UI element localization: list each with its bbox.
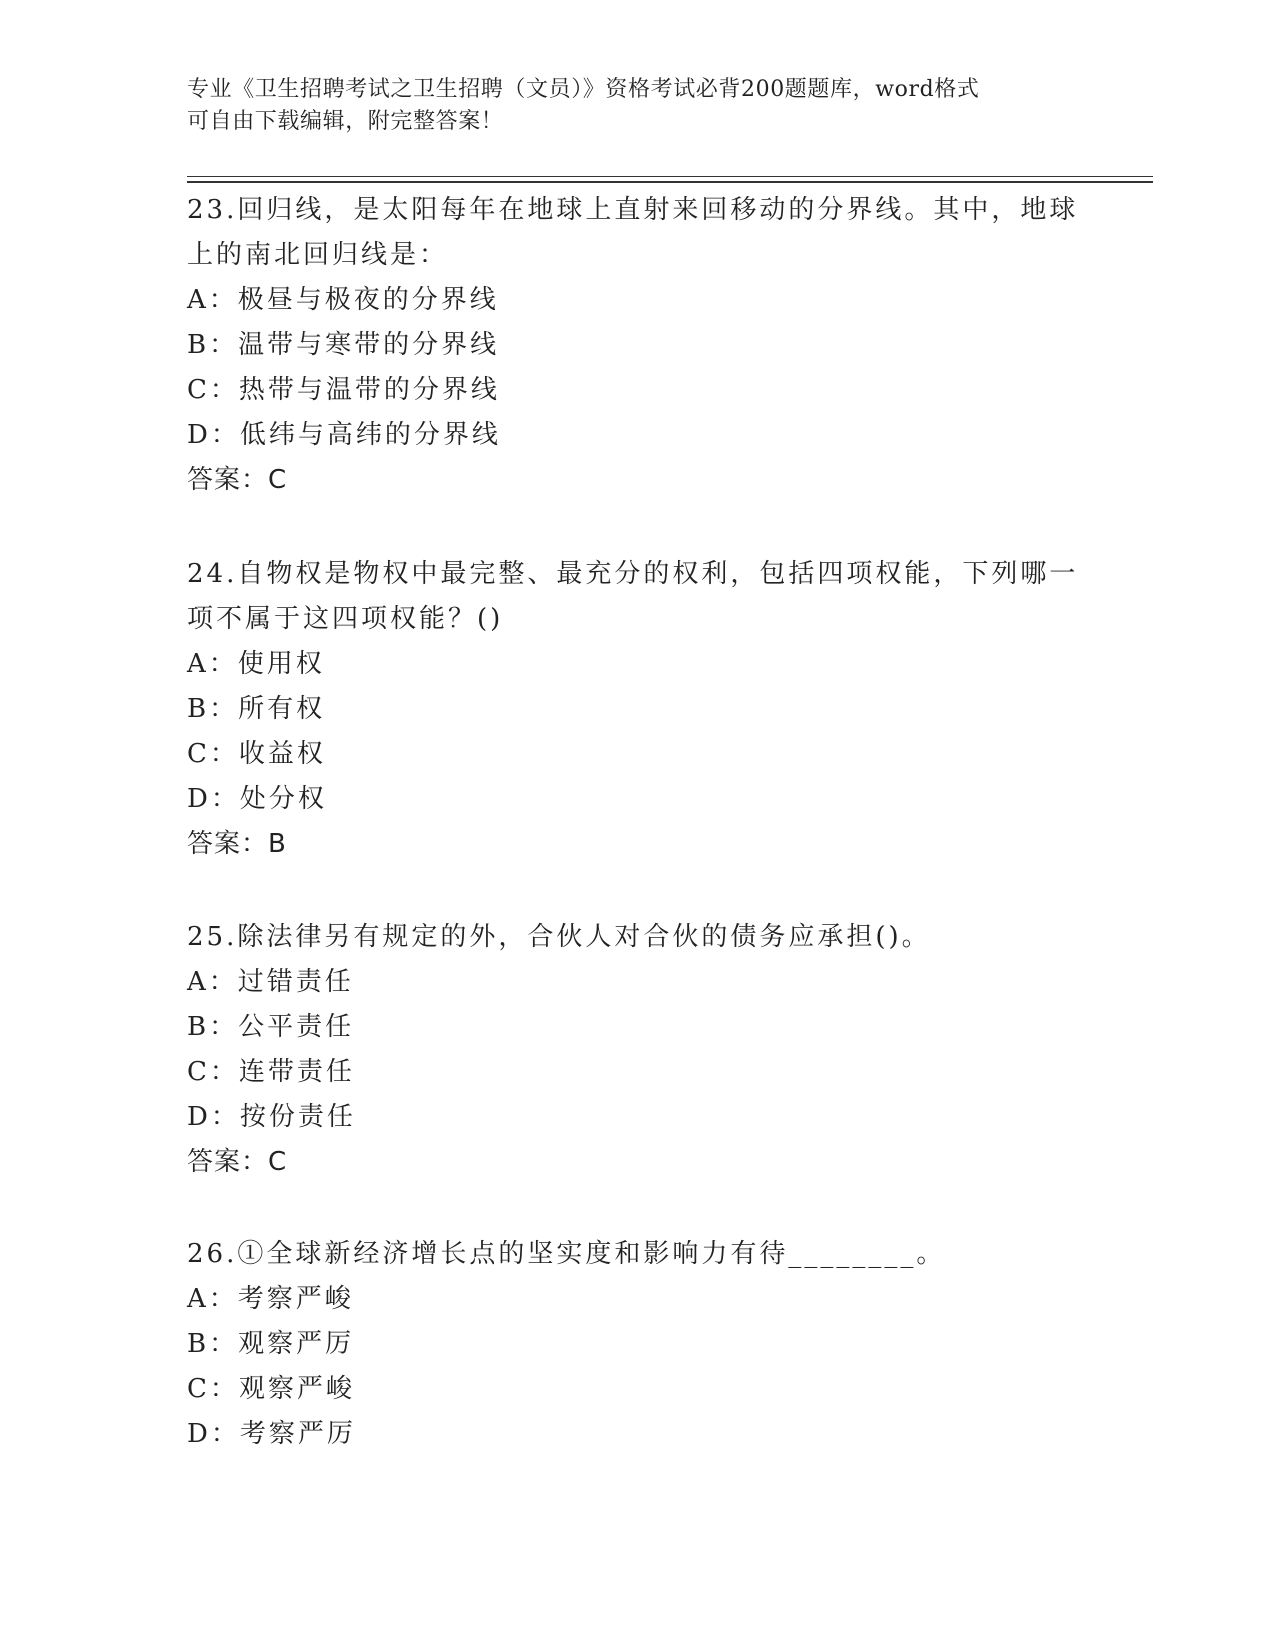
option-b: B：公平责任 bbox=[187, 1012, 355, 1042]
option-c: C：观察严峻 bbox=[187, 1374, 355, 1404]
option-d: D：处分权 bbox=[187, 784, 327, 814]
question-26 bbox=[187, 1232, 1087, 1457]
option-a: A：使用权 bbox=[187, 649, 325, 679]
question-stem-line: 25.除法律另有规定的外，合伙人对合伙的债务应承担()。 bbox=[187, 922, 931, 952]
option-d: D：按份责任 bbox=[187, 1102, 356, 1132]
option-a: A：考察严峻 bbox=[187, 1284, 354, 1314]
option-b: B：温带与寒带的分界线 bbox=[187, 330, 500, 360]
option-b: B：所有权 bbox=[187, 694, 326, 724]
header-title-line-2: 可自由下载编辑，附完整答案！ bbox=[187, 109, 504, 134]
question-stem-line: 上的南北回归线是： bbox=[187, 240, 449, 270]
option-b: B：观察严厉 bbox=[187, 1329, 355, 1359]
option-d: D：考察严厉 bbox=[187, 1419, 356, 1449]
header-title-line-1: 专业《卫生招聘考试之卫生招聘（文员）》资格考试必背200题题库，word格式 bbox=[187, 77, 980, 102]
option-d: D：低纬与高纬的分界线 bbox=[187, 420, 501, 450]
question-stem-line: 项不属于这四项权能？() bbox=[187, 604, 504, 634]
answer-line: 答案：C bbox=[187, 1147, 288, 1177]
question-stem-line: 26.①全球新经济增长点的坚实度和影响力有待________。 bbox=[187, 1239, 946, 1269]
option-c: C：收益权 bbox=[187, 739, 326, 769]
question-24 bbox=[187, 552, 1087, 867]
answer-line: 答案：C bbox=[187, 465, 288, 495]
option-c: C：连带责任 bbox=[187, 1057, 355, 1087]
document-header bbox=[187, 74, 1087, 138]
option-a: A：极昼与极夜的分界线 bbox=[187, 285, 499, 315]
option-c: C：热带与温带的分界线 bbox=[187, 375, 500, 405]
header-divider-thick bbox=[187, 181, 1153, 183]
question-25 bbox=[187, 915, 1087, 1185]
question-stem-line: 24.自物权是物权中最完整、最充分的权利，包括四项权能，下列哪一 bbox=[187, 559, 1079, 589]
question-23 bbox=[187, 188, 1087, 503]
option-a: A：过错责任 bbox=[187, 967, 354, 997]
header-divider-thin bbox=[187, 176, 1153, 177]
question-stem-line: 23.回归线，是太阳每年在地球上直射来回移动的分界线。其中，地球 bbox=[187, 195, 1079, 225]
answer-line: 答案：B bbox=[187, 829, 287, 859]
